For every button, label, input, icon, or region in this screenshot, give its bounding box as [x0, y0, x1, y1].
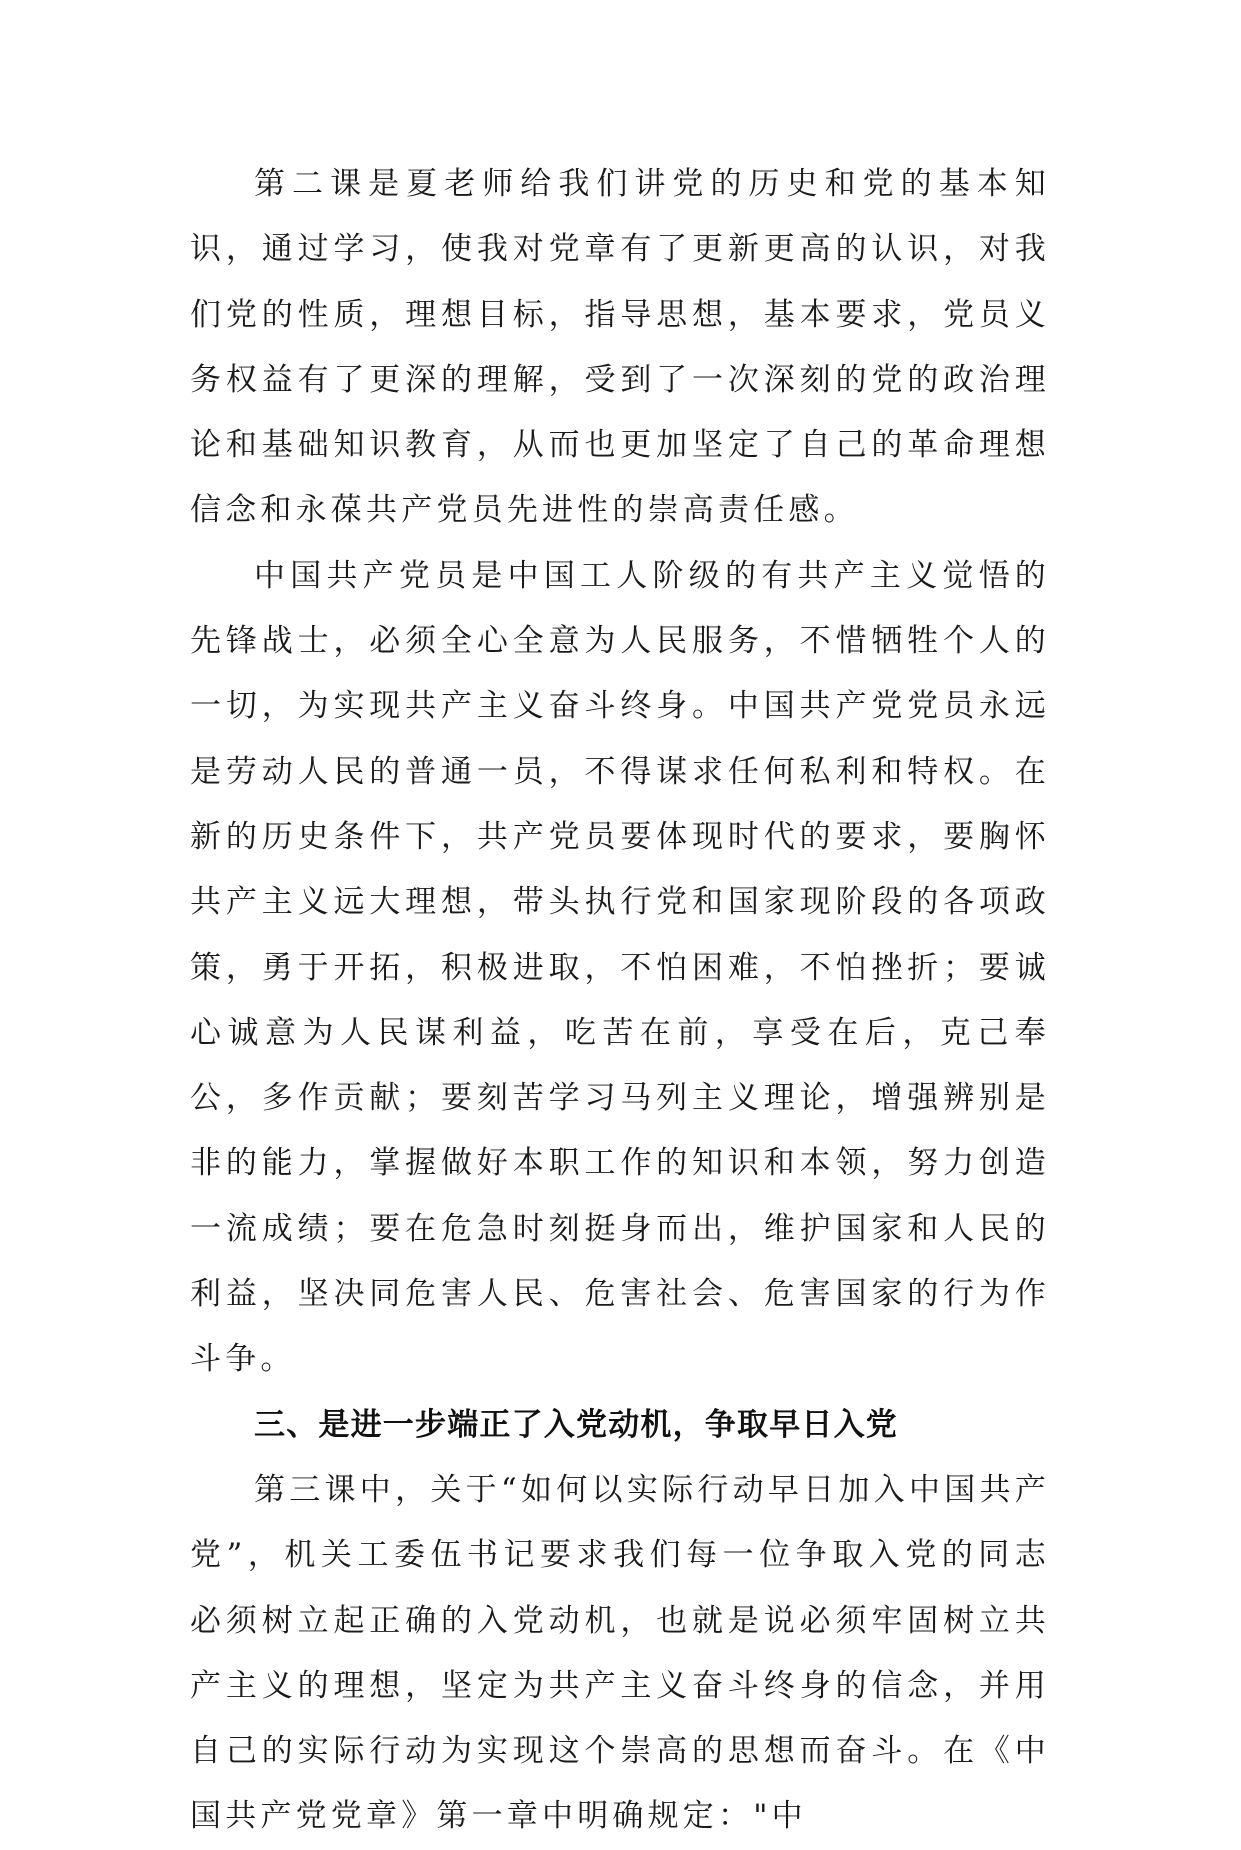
section-heading: 三、是进一步端正了入党动机，争取早日入党 — [254, 1406, 898, 1443]
paragraph-joining-motivation: 第三课中，关于“如何以实际行动早日加入中国共产党”，机关工委伍书记要求我们每一位争取入党的同志必须树立起正确的入党动机，也就是说必须牢固树立共产主义的理想，坚定为共产主义奋斗终身的信念，并用自己的实际行动为实现这个崇高的思想而奋斗。在《中国共产党党章》第一章中明确规定："中 — [190, 1471, 1050, 1835]
paragraph-party-member-duties: 中国共产党员是中国工人阶级的有共产主义觉悟的先锋战士，必须全心全意为人民服务，不惜牺牲个人的一切，为实现共产主义奋斗终身。中国共产党党员永远是劳动人民的普通一员，不得谋求任何私利和特权。在新的历史条件下，共产党员要体现时代的要求，要胸怀共产主义远大理想，带头执行党和国家现阶段的各项政策，勇于开拓，积极进取，不怕困难，不怕挫折；要诚心诚意为人民谋利益，吃苦在前，享受在后，克己奉公，多作贡献；要刻苦学习马列主义理论，增强辨别是非的能力，掌握做好本职工作的知识和本领，努力创造一流成绩；要在危急时刻挺身而出，维护国家和人民的利益，坚决同危害人民、危害社会、危害国家的行为作斗争。 — [190, 557, 1050, 1378]
document-body — [190, 152, 1050, 1850]
paragraph-party-history-lesson: 第二课是夏老师给我们讲党的历史和党的基本知识，通过学习，使我对党章有了更新更高的认识，对我们党的性质，理想目标，指导思想，基本要求，党员义务权益有了更深的理解，受到了一次深刻的党的政治理论和基础知识教育，从而也更加坚定了自己的革命理想信念和永葆共产党员先进性的崇高责任感。 — [190, 166, 1050, 529]
